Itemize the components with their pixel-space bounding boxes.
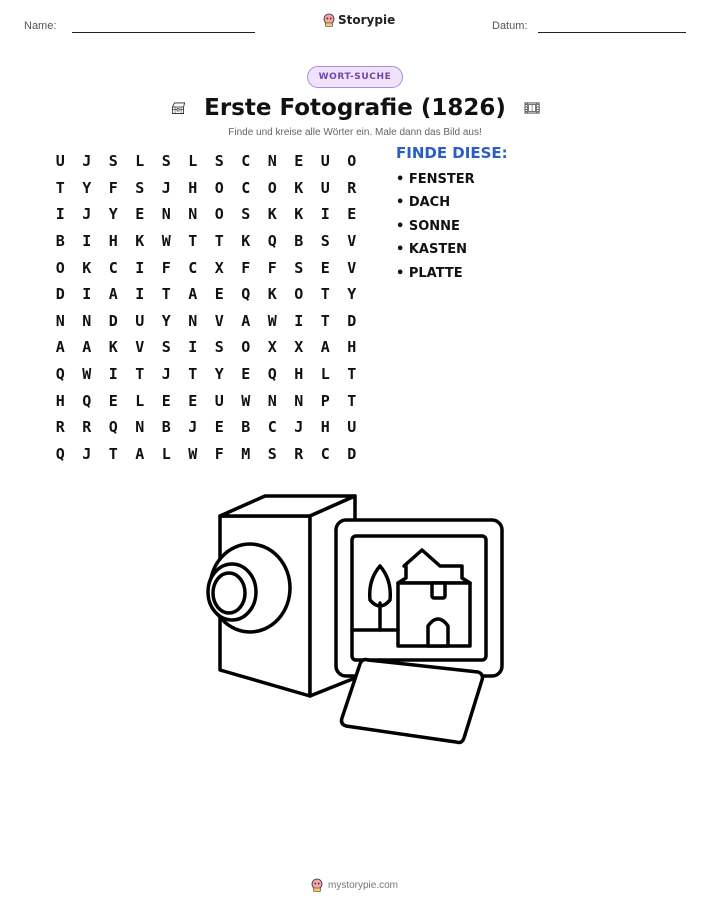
grid-cell[interactable]: S — [135, 178, 145, 197]
grid-cell[interactable]: Q — [55, 444, 65, 463]
grid-cell[interactable]: E — [214, 418, 224, 437]
grid-cell[interactable]: U — [55, 152, 65, 171]
grid-cell[interactable]: W — [267, 311, 277, 330]
grid-cell[interactable]: W — [82, 365, 92, 384]
grid-cell[interactable]: B — [55, 232, 65, 251]
grid-cell[interactable]: E — [294, 152, 304, 171]
grid-cell[interactable]: N — [188, 311, 198, 330]
grid-cell[interactable]: T — [108, 444, 118, 463]
letter-grid — [47, 148, 365, 467]
grid-cell[interactable]: I — [135, 258, 145, 277]
grid-cell[interactable]: V — [214, 311, 224, 330]
grid-cell[interactable]: L — [320, 365, 330, 384]
grid-cell[interactable]: C — [267, 418, 277, 437]
grid-cell[interactable]: S — [267, 444, 277, 463]
grid-cell[interactable]: W — [188, 444, 198, 463]
grid-cell[interactable]: K — [82, 258, 92, 277]
grid-cell[interactable]: Y — [214, 365, 224, 384]
grid-cell[interactable]: L — [188, 152, 198, 171]
grid-cell[interactable]: A — [108, 285, 118, 304]
film-strip-icon — [524, 94, 540, 122]
grid-cell[interactable]: Q — [267, 365, 277, 384]
grid-cell[interactable]: J — [161, 178, 171, 197]
house-window — [432, 583, 445, 598]
grid-cell[interactable]: E — [214, 285, 224, 304]
brand-logo — [323, 13, 395, 27]
grid-cell[interactable]: N — [188, 205, 198, 224]
grid-cell[interactable]: L — [161, 444, 171, 463]
grid-cell[interactable]: E — [347, 205, 357, 224]
grid-cell[interactable]: Y — [82, 178, 92, 197]
grid-cell[interactable]: W — [161, 232, 171, 251]
grid-cell[interactable]: X — [294, 338, 304, 357]
grid-cell[interactable]: O — [214, 205, 224, 224]
grid-cell[interactable]: H — [188, 178, 198, 197]
grid-cell[interactable]: C — [188, 258, 198, 277]
grid-cell[interactable]: X — [214, 258, 224, 277]
grid-cell[interactable]: T — [135, 365, 145, 384]
grid-cell[interactable]: I — [55, 205, 65, 224]
grid-cell[interactable]: T — [188, 232, 198, 251]
grid-cell[interactable]: V — [347, 258, 357, 277]
grid-cell[interactable]: Q — [267, 232, 277, 251]
grid-cell[interactable]: S — [161, 338, 171, 357]
word-list-heading: FINDE DIESE: — [396, 144, 508, 162]
grid-cell[interactable]: E — [320, 258, 330, 277]
grid-cell[interactable]: K — [241, 232, 251, 251]
footer — [0, 878, 709, 892]
grid-cell[interactable]: U — [320, 152, 330, 171]
grid-cell[interactable]: S — [294, 258, 304, 277]
grid-cell[interactable]: K — [294, 178, 304, 197]
grid-cell[interactable]: T — [347, 365, 357, 384]
grid-cell[interactable]: D — [347, 444, 357, 463]
grid-cell[interactable]: N — [82, 311, 92, 330]
grid-cell[interactable]: A — [82, 338, 92, 357]
grid-cell[interactable]: C — [241, 178, 251, 197]
grid-cell[interactable]: T — [55, 178, 65, 197]
page-title: Erste Fotografie (1826) — [204, 95, 506, 121]
grid-cell[interactable]: W — [241, 391, 251, 410]
grid-cell[interactable]: N — [267, 152, 277, 171]
grid-cell[interactable]: A — [241, 311, 251, 330]
grid-cell[interactable]: E — [135, 205, 145, 224]
storypie-mascot-icon — [323, 13, 335, 27]
grid-cell[interactable]: B — [294, 232, 304, 251]
grid-cell[interactable]: E — [188, 391, 198, 410]
date-line — [538, 32, 686, 33]
grid-cell[interactable]: T — [188, 365, 198, 384]
grid-cell[interactable]: Q — [241, 285, 251, 304]
grid-cell[interactable]: J — [82, 205, 92, 224]
grid-cell[interactable]: T — [320, 311, 330, 330]
grid-cell[interactable]: L — [135, 391, 145, 410]
grid-cell[interactable]: Q — [55, 365, 65, 384]
grid-cell[interactable]: K — [267, 205, 277, 224]
grid-cell[interactable]: D — [55, 285, 65, 304]
name-line — [72, 32, 255, 33]
grid-cell[interactable]: K — [108, 338, 118, 357]
grid-cell[interactable]: C — [320, 444, 330, 463]
grid-cell[interactable]: I — [108, 365, 118, 384]
grid-cell[interactable]: L — [135, 152, 145, 171]
grid-cell[interactable]: O — [267, 178, 277, 197]
grid-cell[interactable]: T — [214, 232, 224, 251]
grid-cell[interactable]: E — [241, 365, 251, 384]
instructions: Finde und kreise alle Wörter ein. Male dann das Bild aus! — [228, 127, 482, 138]
grid-cell[interactable]: F — [241, 258, 251, 277]
grid-cell[interactable]: S — [214, 338, 224, 357]
grid-cell[interactable]: C — [241, 152, 251, 171]
grid-cell[interactable]: C — [108, 258, 118, 277]
date-label: Datum: — [492, 20, 528, 32]
grid-cell[interactable]: J — [82, 444, 92, 463]
grid-cell[interactable]: K — [267, 285, 277, 304]
grid-cell[interactable]: J — [82, 152, 92, 171]
photo-plate — [342, 660, 483, 743]
grid-cell[interactable]: O — [241, 338, 251, 357]
camera-lens-inner — [213, 573, 245, 613]
grid-cell[interactable]: E — [161, 391, 171, 410]
grid-cell[interactable]: A — [135, 444, 145, 463]
grid-cell[interactable]: V — [347, 232, 357, 251]
word-list — [396, 170, 475, 287]
grid-cell[interactable]: T — [161, 285, 171, 304]
grid-cell[interactable]: N — [267, 391, 277, 410]
grid-cell[interactable]: N — [135, 418, 145, 437]
grid-cell[interactable]: N — [294, 391, 304, 410]
grid-cell[interactable]: R — [347, 178, 357, 197]
grid-cell[interactable]: I — [82, 232, 92, 251]
grid-cell[interactable]: F — [161, 258, 171, 277]
grid-cell[interactable]: R — [55, 418, 65, 437]
grid-cell[interactable]: A — [55, 338, 65, 357]
grid-cell[interactable]: O — [55, 258, 65, 277]
grid-cell[interactable]: T — [347, 391, 357, 410]
word-item: • SONNE — [396, 218, 460, 234]
treasure-chest-icon — [170, 94, 186, 122]
word-item: • PLATTE — [396, 265, 463, 281]
grid-cell[interactable]: F — [214, 444, 224, 463]
grid-cell[interactable]: I — [188, 338, 198, 357]
grid-cell[interactable]: N — [55, 311, 65, 330]
grid-cell[interactable]: I — [294, 311, 304, 330]
grid-cell[interactable]: H — [55, 391, 65, 410]
grid-cell[interactable]: S — [241, 205, 251, 224]
footer-url[interactable]: mystorypie.com — [327, 879, 398, 891]
grid-cell[interactable]: U — [214, 391, 224, 410]
grid-cell[interactable]: A — [320, 338, 330, 357]
grid-cell[interactable]: Q — [82, 391, 92, 410]
grid-cell[interactable]: I — [320, 205, 330, 224]
grid-cell[interactable]: O — [347, 152, 357, 171]
brand-name: Storypie — [338, 13, 396, 27]
word-item: • DACH — [396, 195, 451, 211]
grid-cell[interactable]: U — [135, 311, 145, 330]
grid-cell[interactable]: J — [161, 365, 171, 384]
grid-cell[interactable]: J — [188, 418, 198, 437]
grid-cell[interactable]: O — [294, 285, 304, 304]
grid-cell[interactable]: K — [135, 232, 145, 251]
grid-cell[interactable]: H — [347, 338, 357, 357]
grid-cell[interactable]: N — [161, 205, 171, 224]
category-badge: WORT-SUCHE — [307, 66, 403, 88]
grid-cell[interactable]: R — [82, 418, 92, 437]
grid-cell[interactable]: B — [161, 418, 171, 437]
camera-and-photo-plate-illustration[interactable] — [200, 488, 510, 748]
grid-cell[interactable]: Y — [161, 311, 171, 330]
grid-cell[interactable]: Q — [108, 418, 118, 437]
grid-cell[interactable]: S — [320, 232, 330, 251]
grid-cell[interactable]: B — [241, 418, 251, 437]
grid-cell[interactable]: D — [108, 311, 118, 330]
grid-cell[interactable]: H — [294, 365, 304, 384]
grid-cell[interactable]: R — [294, 444, 304, 463]
grid-cell[interactable]: K — [294, 205, 304, 224]
grid-cell[interactable]: A — [188, 285, 198, 304]
grid-cell[interactable]: F — [267, 258, 277, 277]
grid-cell[interactable]: H — [320, 418, 330, 437]
grid-cell[interactable]: I — [135, 285, 145, 304]
grid-cell[interactable]: S — [214, 152, 224, 171]
grid-cell[interactable]: P — [320, 391, 330, 410]
storypie-mascot-icon — [311, 878, 323, 892]
grid-cell[interactable]: O — [214, 178, 224, 197]
grid-cell[interactable]: T — [320, 285, 330, 304]
grid-cell[interactable]: I — [82, 285, 92, 304]
grid-cell[interactable]: E — [108, 391, 118, 410]
grid-cell[interactable]: J — [294, 418, 304, 437]
grid-cell[interactable]: S — [108, 152, 118, 171]
grid-cell[interactable]: M — [241, 444, 251, 463]
grid-cell[interactable]: Y — [108, 205, 118, 224]
grid-cell[interactable]: F — [108, 178, 118, 197]
grid-cell[interactable]: U — [320, 178, 330, 197]
word-item: • KASTEN — [396, 242, 467, 258]
house-door — [428, 619, 448, 646]
grid-cell[interactable]: S — [161, 152, 171, 171]
grid-cell[interactable]: Y — [347, 285, 357, 304]
grid-cell[interactable]: D — [347, 311, 357, 330]
grid-cell[interactable]: H — [108, 232, 118, 251]
grid-cell[interactable]: V — [135, 338, 145, 357]
name-label: Name: — [24, 20, 57, 32]
title-row — [170, 90, 540, 126]
word-item: • FENSTER — [396, 172, 475, 187]
grid-cell[interactable]: U — [347, 418, 357, 437]
grid-cell[interactable]: X — [267, 338, 277, 357]
